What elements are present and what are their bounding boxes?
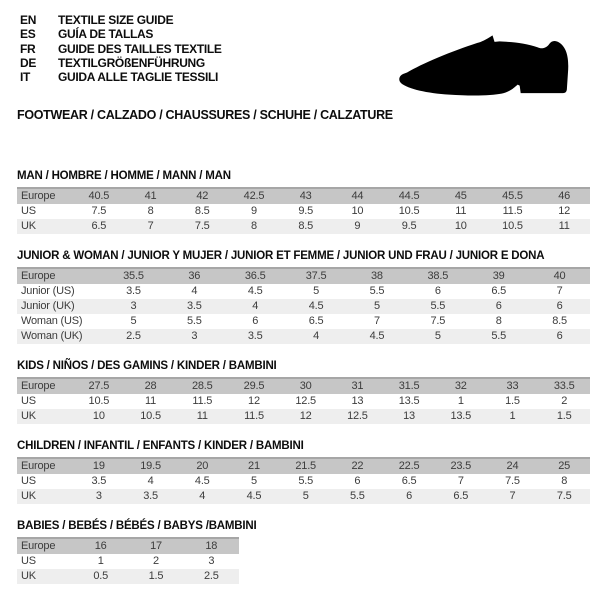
size-value: 17	[150, 540, 162, 552]
row-label: UK	[21, 410, 36, 422]
size-value: 10	[92, 410, 105, 422]
size-value: 2.5	[126, 330, 141, 342]
size-value: 10	[351, 205, 364, 217]
size-value: 4	[147, 475, 154, 487]
size-value: 40.5	[88, 190, 110, 202]
language-row-en	[20, 13, 222, 27]
table-row	[17, 489, 590, 504]
size-value: 19.5	[140, 460, 161, 472]
size-value: 16	[94, 540, 107, 552]
table-row	[17, 219, 590, 234]
row-label: Europe	[21, 270, 56, 282]
size-value: 5.5	[369, 285, 385, 297]
size-value: 9.5	[298, 205, 314, 217]
section-title-babies: BABIES / BEBÉS / BÉBÉS / BABYS /BAMBINI	[17, 520, 257, 532]
size-value: 8	[561, 475, 568, 487]
size-value: 5	[130, 315, 137, 327]
size-value: 5	[313, 285, 320, 297]
size-value: 7	[373, 315, 380, 327]
size-value: 6.5	[91, 220, 107, 232]
row-label: Woman (UK)	[21, 330, 83, 342]
size-value: 11	[558, 220, 570, 232]
language-code: IT	[20, 70, 31, 85]
size-value: 1	[509, 410, 516, 422]
size-value: 42.5	[243, 190, 265, 202]
size-value: 1.5	[505, 395, 520, 407]
size-value: 4.5	[246, 490, 262, 502]
size-value: 7	[509, 490, 516, 502]
size-value: 6	[252, 315, 259, 327]
size-value: 5	[251, 475, 257, 487]
size-value: 8	[251, 220, 257, 232]
size-table-babies	[17, 537, 239, 584]
section-babies	[17, 520, 590, 584]
size-value: 6	[495, 300, 502, 312]
size-value: 27.5	[88, 380, 110, 392]
size-value: 7.5	[194, 220, 210, 232]
size-value: 13	[351, 395, 364, 407]
size-value: 1	[457, 395, 464, 407]
size-value: 7.5	[430, 315, 446, 327]
language-row-fr	[20, 42, 222, 56]
size-value: 28	[144, 380, 157, 392]
row-label: US	[21, 555, 36, 567]
language-code: ES	[20, 27, 36, 42]
size-value: 11.5	[192, 395, 213, 407]
size-value: 10	[454, 220, 467, 232]
size-value: 44	[351, 190, 364, 202]
size-value: 30	[299, 380, 312, 392]
size-value: 11	[145, 395, 157, 407]
section-junior-woman	[17, 250, 590, 344]
size-value: 22	[351, 460, 364, 472]
size-value: 36.5	[244, 270, 266, 282]
size-value: 1.5	[148, 570, 164, 582]
size-value: 31.5	[398, 380, 420, 392]
size-value: 2	[153, 555, 159, 567]
size-value: 3.5	[91, 475, 107, 487]
table-row	[17, 314, 590, 329]
section-man	[17, 170, 590, 234]
row-label: Europe	[21, 460, 56, 472]
row-label: Europe	[21, 190, 56, 202]
language-label: GUÍA DE TALLAS	[58, 27, 154, 42]
section-children	[17, 440, 590, 504]
row-label: Woman (US)	[21, 315, 83, 327]
size-value: 40	[553, 270, 566, 282]
size-value: 25	[558, 460, 571, 472]
table-row	[17, 474, 590, 489]
size-value: 10.5	[140, 410, 161, 422]
row-label: US	[21, 475, 36, 487]
category-title: FOOTWEAR / CALZADO / CHAUSSURES / SCHUHE / CALZATURE	[17, 108, 393, 122]
language-label: GUIDA ALLE TAGLIE TESSILI	[58, 70, 219, 85]
size-value: 35.5	[123, 270, 144, 282]
size-table-man	[17, 187, 590, 234]
size-value: 20	[196, 460, 209, 472]
size-value: 8.5	[298, 220, 314, 232]
section-title-children: CHILDREN / INFANTIL / ENFANTS / KINDER / BAMBINI	[17, 440, 304, 452]
size-value: 3	[95, 490, 102, 502]
size-value: 9.5	[401, 220, 417, 232]
row-label: US	[21, 395, 36, 407]
size-value: 18	[205, 540, 218, 552]
row-label: UK	[21, 220, 36, 232]
section-title-junior-woman: JUNIOR & WOMAN / JUNIOR Y MUJER / JUNIOR ET FEMME / JUNIOR UND FRAU / JUNIOR E DONA	[17, 250, 545, 262]
size-value: 45.5	[502, 190, 523, 202]
size-value: 24	[506, 460, 519, 472]
row-label: Junior (UK)	[21, 300, 75, 312]
row-label: Europe	[21, 540, 56, 552]
size-value: 43	[299, 190, 312, 202]
size-value: 3.5	[126, 285, 141, 297]
size-value: 8	[147, 205, 154, 217]
table-row	[17, 459, 590, 474]
table-row	[17, 394, 590, 409]
size-value: 3	[130, 300, 137, 312]
size-value: 11	[196, 410, 208, 422]
size-value: 37.5	[305, 270, 327, 282]
size-value: 3.5	[247, 330, 263, 342]
size-value: 4	[199, 490, 206, 502]
size-value: 0.5	[93, 570, 109, 582]
size-value: 7.5	[91, 205, 107, 217]
size-value: 6.5	[491, 285, 507, 297]
language-label: GUIDE DES TAILLES TEXTILE	[58, 41, 222, 56]
size-value: 3.5	[186, 300, 202, 312]
size-value: 3	[208, 555, 215, 567]
language-label: TEXTILE SIZE GUIDE	[58, 13, 174, 27]
size-value: 5	[434, 330, 441, 342]
row-label: Junior (US)	[21, 285, 75, 297]
size-value: 3	[191, 330, 198, 342]
size-value: 8.5	[552, 315, 567, 327]
size-value: 12	[248, 395, 260, 407]
language-label: TEXTILGRÖßENFÜHRUNG	[58, 55, 205, 70]
section-title-kids: KIDS / NIÑOS / DES GAMINS / KINDER / BAMBINI	[17, 360, 277, 372]
size-value: 1	[97, 555, 104, 567]
size-value: 4	[252, 300, 259, 312]
row-label: Europe	[21, 380, 56, 392]
size-value: 4.5	[247, 285, 263, 297]
size-value: 5.5	[298, 475, 314, 487]
table-row	[17, 539, 239, 554]
size-value: 31	[351, 380, 364, 392]
size-value: 2	[561, 395, 568, 407]
size-value: 8	[495, 315, 502, 327]
size-value: 6	[354, 475, 361, 487]
language-row-it	[20, 70, 222, 84]
language-code: FR	[20, 41, 36, 56]
table-row	[17, 284, 590, 299]
table-row	[17, 569, 239, 584]
size-value: 6	[434, 285, 441, 297]
size-value: 3.5	[143, 490, 158, 502]
size-value: 21.5	[295, 460, 316, 472]
size-value: 33.5	[553, 380, 575, 392]
size-value: 1.5	[556, 410, 572, 422]
size-value: 4	[191, 285, 198, 297]
size-value: 46	[558, 190, 571, 202]
size-value: 13.5	[398, 395, 420, 407]
size-value: 12	[299, 410, 312, 422]
size-value: 41	[144, 190, 157, 202]
size-value: 6.5	[401, 475, 417, 487]
size-value: 45	[454, 190, 467, 202]
size-value: 38.5	[427, 270, 449, 282]
row-label: UK	[21, 570, 36, 582]
language-code: DE	[20, 55, 37, 70]
language-row-es	[20, 27, 222, 41]
size-value: 7	[147, 220, 154, 232]
size-value: 13	[403, 410, 415, 422]
size-value: 5	[302, 490, 309, 502]
size-value: 7	[556, 285, 563, 297]
dress-shoe-icon	[397, 26, 578, 102]
size-value: 5	[373, 300, 380, 312]
size-table-junior-woman	[17, 267, 590, 344]
language-list	[20, 13, 222, 84]
size-table-kids	[17, 377, 590, 424]
table-row	[17, 379, 590, 394]
size-value: 6	[406, 490, 413, 502]
size-table-children	[17, 457, 590, 504]
size-value: 29.5	[243, 380, 265, 392]
size-value: 4.5	[369, 330, 385, 342]
size-value: 7	[457, 475, 464, 487]
size-value: 7.5	[556, 490, 572, 502]
table-row	[17, 204, 590, 219]
size-value: 21	[248, 460, 260, 472]
size-value: 2.5	[203, 570, 219, 582]
size-value: 7.5	[505, 475, 520, 487]
table-row	[17, 299, 590, 314]
section-title-man: MAN / HOMBRE / HOMME / MANN / MAN	[17, 170, 231, 182]
size-value: 42	[196, 190, 209, 202]
size-value: 13.5	[450, 410, 472, 422]
table-row	[17, 554, 239, 569]
size-value: 6	[556, 330, 563, 342]
size-value: 5.5	[186, 315, 202, 327]
size-value: 4.5	[308, 300, 324, 312]
size-value: 5.5	[491, 330, 507, 342]
size-value: 11.5	[244, 410, 264, 422]
row-label: UK	[21, 490, 36, 502]
size-value: 23.5	[450, 460, 472, 472]
size-value: 10.5	[502, 220, 523, 232]
size-value: 12.5	[347, 410, 368, 422]
size-value: 11.5	[502, 205, 523, 217]
size-value: 33	[506, 380, 519, 392]
size-value: 22.5	[398, 460, 420, 472]
size-value: 39	[492, 270, 505, 282]
table-row	[17, 269, 590, 284]
size-value: 19	[92, 460, 105, 472]
size-value: 10.5	[88, 395, 110, 407]
size-value: 32	[454, 380, 467, 392]
size-tables	[17, 170, 590, 600]
size-value: 36	[188, 270, 201, 282]
size-value: 6.5	[453, 490, 469, 502]
size-value: 5.5	[430, 300, 446, 312]
size-value: 12.5	[295, 395, 316, 407]
size-value: 9	[354, 220, 361, 232]
size-value: 44.5	[398, 190, 420, 202]
size-value: 11	[455, 205, 467, 217]
size-value: 6.5	[308, 315, 324, 327]
size-value: 6	[556, 300, 563, 312]
size-value: 9	[251, 205, 257, 217]
table-row	[17, 329, 590, 344]
language-row-de	[20, 56, 222, 70]
size-value: 8.5	[194, 205, 210, 217]
table-row	[17, 189, 590, 204]
size-value: 12	[558, 205, 571, 217]
size-value: 4	[313, 330, 320, 342]
row-label: US	[21, 205, 36, 217]
size-value: 10.5	[398, 205, 420, 217]
size-value: 28.5	[191, 380, 213, 392]
language-code: EN	[20, 13, 37, 27]
section-kids	[17, 360, 590, 424]
size-value: 5.5	[350, 490, 365, 502]
size-value: 38	[371, 270, 383, 282]
table-row	[17, 409, 590, 424]
size-value: 4.5	[194, 475, 210, 487]
